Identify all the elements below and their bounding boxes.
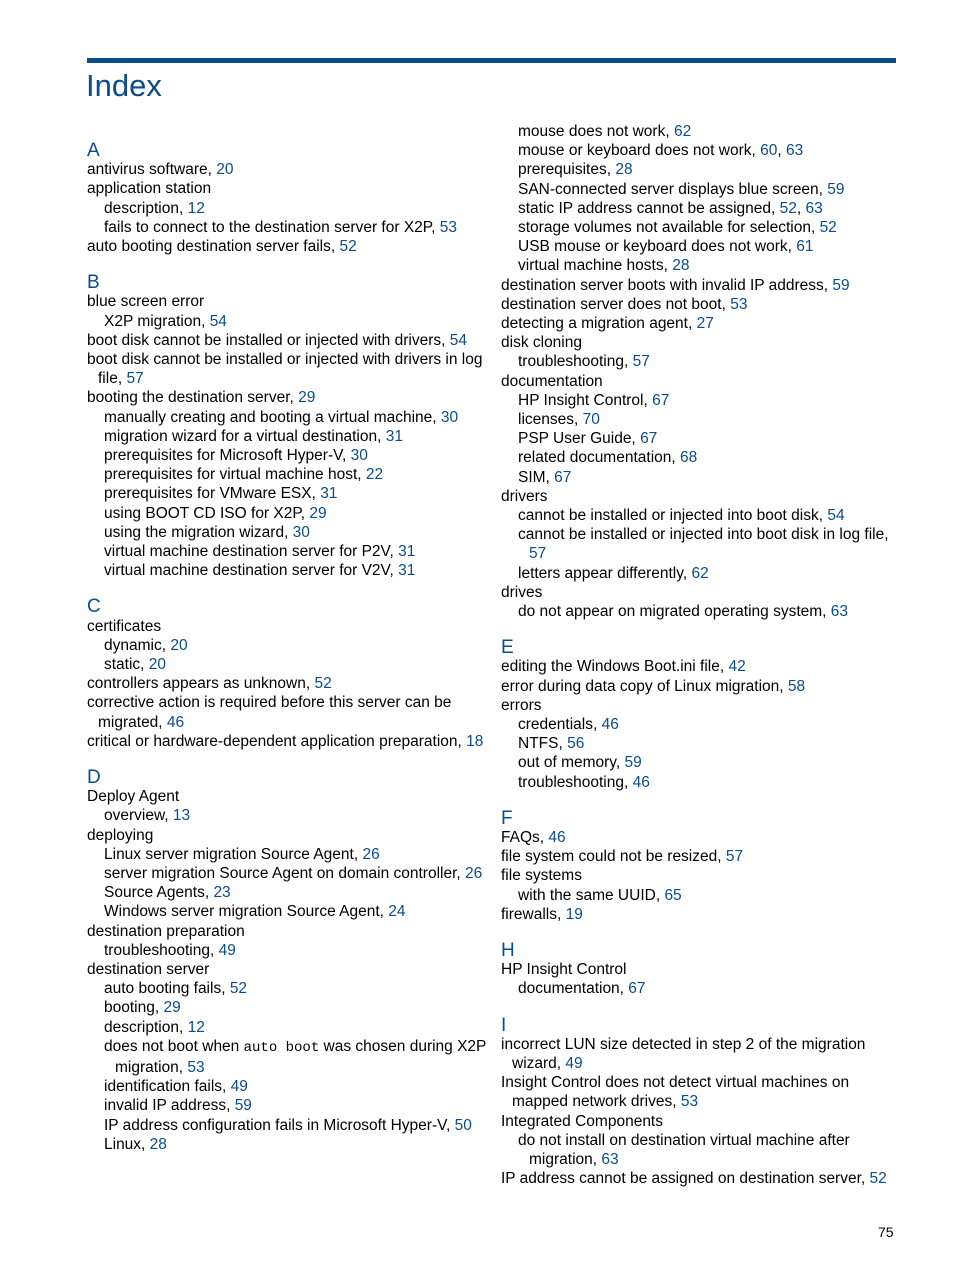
- index-entry: [87, 331, 487, 350]
- index-entry: [501, 276, 901, 295]
- page-link[interactable]: 26: [465, 865, 483, 883]
- page-link[interactable]: 59: [234, 1097, 252, 1115]
- page-link[interactable]: 52: [339, 238, 357, 255]
- index-subentry: [501, 753, 901, 772]
- entry-text: Integrated Components: [501, 1112, 663, 1130]
- page-link[interactable]: 52: [314, 675, 332, 693]
- page-link[interactable]: 63: [805, 199, 823, 217]
- entry-text: cannot be installed or injected into boot disk,: [518, 507, 828, 525]
- page-link[interactable]: 12: [187, 1018, 205, 1036]
- entry-text: virtual machine destination server for V2V,: [104, 562, 399, 580]
- index-entry: [87, 693, 487, 731]
- entry-text: using the migration wizard,: [104, 523, 293, 541]
- entry-text: documentation,: [518, 980, 629, 998]
- entry-text: certificates: [87, 617, 162, 635]
- index-subentry: [87, 504, 487, 523]
- index-subentry: mouse or keyboard does not work, 60, 63: [518, 142, 804, 160]
- index-subentry: [501, 160, 901, 179]
- page-link[interactable]: 67: [652, 391, 670, 409]
- entry-text: blue screen error: [87, 293, 205, 311]
- index-entry: [87, 237, 487, 256]
- index-subentry: [501, 218, 901, 237]
- entry-text: Deploy Agent: [87, 788, 180, 806]
- index-entry: [501, 1073, 901, 1111]
- page-link[interactable]: 29: [309, 504, 327, 522]
- index-subentry: [501, 180, 901, 199]
- entry-text: SIM,: [518, 468, 555, 486]
- index-entry: [501, 1112, 901, 1131]
- entry-text: detecting a migration agent,: [501, 315, 697, 333]
- index-subentry: [87, 446, 487, 465]
- entry-text: invalid IP address,: [104, 1097, 235, 1115]
- entry-text: virtual machine destination server for P2V,: [104, 543, 399, 561]
- index-entry: [501, 487, 901, 506]
- index-letter-heading: I: [501, 1014, 507, 1036]
- index-subentry: [501, 602, 901, 621]
- index-subentry: [501, 448, 901, 467]
- entry-text: prerequisites for virtual machine host,: [104, 466, 366, 484]
- entry-text: Source Agents,: [104, 884, 214, 902]
- index-entry: [87, 960, 487, 979]
- page-link[interactable]: 42: [728, 658, 746, 676]
- index-subentry: [87, 864, 487, 883]
- index-entry: [87, 826, 487, 845]
- index-subentry: [87, 655, 487, 674]
- entry-text: prerequisites for VMware ESX,: [104, 485, 321, 503]
- page-link[interactable]: 31: [320, 485, 338, 503]
- index-subentry: [87, 941, 487, 960]
- entry-text: virtual machine hosts,: [518, 257, 673, 275]
- index-entry: [501, 657, 901, 676]
- index-entry: [501, 372, 901, 391]
- index-letter-heading: F: [501, 807, 513, 829]
- entry-text: error during data copy of Linux migration,: [501, 677, 788, 695]
- entry-text: SAN-connected server displays blue screen,: [518, 180, 828, 198]
- page-link[interactable]: 54: [827, 507, 845, 525]
- index-subentry: [87, 806, 487, 825]
- entry-text: destination server: [87, 961, 210, 979]
- page-link[interactable]: 28: [672, 257, 690, 275]
- entry-text: fails to connect to the destination server for X2P,: [104, 218, 440, 236]
- index-entry: [87, 160, 487, 179]
- entry-text: letters appear differently,: [518, 564, 692, 582]
- entry-text: errors: [501, 696, 542, 714]
- index-subentry: [87, 199, 487, 218]
- entry-text: destination server does not boot,: [501, 295, 731, 313]
- entry-text: Linux,: [104, 1135, 150, 1153]
- entry-text: prerequisites,: [518, 161, 616, 179]
- index-subentry: [87, 484, 487, 503]
- entry-text: drivers: [501, 487, 548, 505]
- entry-text: IP address cannot be assigned on destination server,: [501, 1170, 870, 1188]
- entry-text: X2P migration,: [104, 312, 210, 330]
- index-subentry: [501, 773, 901, 792]
- entry-text: destination preparation: [87, 922, 245, 940]
- page-link[interactable]: 19: [565, 905, 583, 923]
- page-link[interactable]: 30: [440, 408, 459, 426]
- index-subentry: [501, 391, 901, 410]
- index-letter-heading: B: [87, 272, 100, 294]
- index-subentry: [501, 1131, 901, 1169]
- entry-text: dynamic,: [104, 636, 171, 654]
- index-letter-heading: H: [501, 940, 515, 962]
- index-subentry: [87, 1096, 487, 1115]
- entry-text: mouse or keyboard does not work,: [518, 142, 761, 160]
- entry-text: server migration Source Agent on domain controller,: [104, 865, 465, 883]
- page-link[interactable]: 54: [449, 331, 467, 349]
- entry-text: cannot be installed or injected into boot disk in log file,: [518, 526, 889, 544]
- index-subentry: [87, 427, 487, 446]
- page-link[interactable]: 13: [172, 807, 191, 825]
- index-subentry: [87, 1037, 487, 1077]
- index-entry: [87, 179, 487, 198]
- page-link[interactable]: 29: [298, 389, 316, 407]
- page-link[interactable]: 53: [730, 295, 748, 313]
- page-link[interactable]: 56: [567, 735, 585, 753]
- index-entry: [87, 732, 487, 751]
- entry-text: file system could not be resized,: [501, 848, 726, 866]
- entry-text: deploying: [87, 826, 154, 844]
- index-entry: [87, 292, 487, 311]
- page-link[interactable]: 29: [163, 999, 181, 1017]
- index-subentry: [501, 506, 901, 525]
- page-link[interactable]: 61: [796, 238, 814, 256]
- page-link[interactable]: 20: [170, 636, 188, 654]
- entry-text: booting,: [104, 999, 164, 1017]
- index-entry: [87, 787, 487, 806]
- page-link[interactable]: 62: [691, 564, 709, 582]
- entry-text: file systems: [501, 867, 582, 885]
- index-entry: [501, 333, 901, 352]
- index-subentry: [87, 561, 487, 580]
- index-subentry: [87, 523, 487, 542]
- index-entry: [501, 1169, 901, 1188]
- page-link[interactable]: 59: [624, 754, 642, 772]
- index-subentry: [87, 465, 487, 484]
- entry-text: application station: [87, 180, 212, 198]
- entry-text: with the same UUID,: [518, 886, 665, 904]
- entry-text: destination server boots with invalid IP address,: [501, 276, 833, 294]
- page-link[interactable]: 57: [632, 353, 650, 371]
- index-subentry: static IP address cannot be assigned, 52, 63: [518, 199, 823, 217]
- index-subentry: [501, 525, 901, 563]
- page-link[interactable]: 52: [779, 199, 797, 217]
- page-link[interactable]: 57: [725, 848, 744, 866]
- entry-text: credentials,: [518, 716, 602, 734]
- entry-text: troubleshooting,: [518, 353, 633, 371]
- page-link[interactable]: 67: [640, 430, 658, 448]
- index-subentry: [501, 352, 901, 371]
- entry-text: identification fails,: [104, 1078, 231, 1096]
- page-link[interactable]: 63: [785, 142, 804, 160]
- page-link[interactable]: 18: [466, 732, 484, 750]
- entry-text: troubleshooting,: [518, 773, 633, 791]
- entry-text: licenses,: [518, 411, 583, 429]
- index-subentry: [87, 542, 487, 561]
- index-subentry: [87, 845, 487, 864]
- index-subentry: [87, 902, 487, 921]
- page-link[interactable]: 60: [760, 142, 778, 160]
- index-letter-heading: C: [87, 596, 101, 618]
- entry-text: auto booting fails,: [104, 980, 230, 998]
- index-subentry: [87, 998, 487, 1017]
- page-link[interactable]: 59: [832, 276, 850, 294]
- entry-text: manually creating and booting a virtual machine,: [104, 408, 441, 426]
- index-subentry: [501, 122, 901, 141]
- page-link[interactable]: 54: [209, 312, 227, 330]
- entry-text: disk cloning: [501, 334, 582, 352]
- index-entry: [501, 677, 901, 696]
- entry-text: do not appear on migrated operating system,: [518, 603, 831, 621]
- page-link[interactable]: 53: [680, 1093, 699, 1111]
- entry-text: drives: [501, 583, 543, 601]
- index-entry: [501, 828, 901, 847]
- page-link[interactable]: 20: [148, 656, 167, 674]
- page-link[interactable]: 70: [582, 411, 600, 429]
- index-entry: [87, 388, 487, 407]
- entry-text: NTFS,: [518, 735, 568, 753]
- index-subentry: [501, 734, 901, 753]
- entry-text-after: was chosen during X2P migration,: [115, 1037, 487, 1077]
- entry-text: overview,: [104, 807, 173, 825]
- index-subentry: [501, 886, 901, 905]
- entry-text: storage volumes not available for selection,: [518, 219, 820, 237]
- entry-text: documentation: [501, 372, 603, 390]
- page-title: Index: [86, 68, 162, 103]
- page-link[interactable]: 59: [827, 180, 845, 198]
- page-link[interactable]: 57: [126, 370, 144, 388]
- index-subentry: [501, 715, 901, 734]
- index-entry: [501, 314, 901, 333]
- page-link[interactable]: 63: [601, 1151, 619, 1169]
- index-subentry: [87, 1116, 487, 1135]
- index-subentry: [501, 256, 901, 275]
- index-entry: [501, 960, 901, 979]
- entry-code: auto boot: [243, 1039, 320, 1056]
- page-link[interactable]: 22: [365, 466, 384, 484]
- index-entry: [87, 922, 487, 941]
- page-link[interactable]: 20: [216, 161, 234, 179]
- index-subentry: [501, 468, 901, 487]
- index-subentry: [501, 564, 901, 583]
- page-link[interactable]: 46: [601, 716, 619, 734]
- entry-text: Linux server migration Source Agent,: [104, 845, 363, 863]
- page-link[interactable]: 27: [696, 315, 714, 333]
- entry-text: auto booting destination server fails,: [87, 238, 340, 255]
- page-link[interactable]: 67: [628, 980, 646, 998]
- entry-text: boot disk cannot be installed or injected with drivers in log file,: [87, 351, 483, 388]
- entry-text: do not install on destination virtual machine after migration,: [518, 1131, 850, 1169]
- page-link[interactable]: 68: [680, 449, 698, 467]
- page-link[interactable]: 58: [787, 677, 806, 695]
- index-column-left: [87, 122, 487, 1154]
- page-number: 75: [878, 1224, 894, 1240]
- index-letter-heading: E: [501, 637, 514, 659]
- index-subentry: [87, 312, 487, 331]
- page-link[interactable]: 49: [218, 941, 236, 959]
- page-link[interactable]: 31: [385, 427, 403, 445]
- page-link[interactable]: 28: [149, 1135, 167, 1153]
- index-subentry: [87, 218, 487, 237]
- entry-text: critical or hardware-dependent application preparation,: [87, 732, 467, 750]
- entry-text: Insight Control does not detect virtual machines on mapped network drives,: [501, 1074, 850, 1111]
- index-entry: [501, 847, 901, 866]
- index-subentry: [87, 1135, 487, 1154]
- entry-text: controllers appears as unknown,: [87, 675, 315, 693]
- page-link[interactable]: 50: [454, 1116, 472, 1134]
- entry-text: antivirus software,: [87, 161, 217, 179]
- page-link[interactable]: 46: [548, 829, 566, 847]
- entry-text: troubleshooting,: [104, 941, 219, 959]
- entry-text: static,: [104, 656, 149, 674]
- index-entry: [87, 617, 487, 636]
- page-link[interactable]: 12: [187, 199, 205, 217]
- index-entry: [501, 583, 901, 602]
- entry-text: incorrect LUN size detected in step 2 of the migration wizard,: [501, 1035, 866, 1073]
- page-link[interactable]: 30: [292, 523, 310, 541]
- index-subentry: [87, 1077, 487, 1096]
- index-subentry: [87, 883, 487, 902]
- entry-text: HP Insight Control,: [518, 391, 653, 409]
- page-link[interactable]: 53: [439, 218, 457, 236]
- index-subentry: [87, 979, 487, 998]
- page-link[interactable]: 65: [664, 886, 682, 904]
- page-link[interactable]: 30: [350, 447, 368, 465]
- page-link[interactable]: 23: [213, 884, 231, 902]
- page-link[interactable]: 49: [230, 1078, 248, 1096]
- index-column-right: [501, 122, 901, 1189]
- page-link[interactable]: 57: [529, 545, 547, 563]
- page-link[interactable]: 52: [869, 1170, 887, 1188]
- index-entry: [501, 866, 901, 885]
- page-link[interactable]: 63: [830, 603, 849, 621]
- page-link[interactable]: 24: [388, 903, 406, 921]
- entry-text: does not boot when: [104, 1037, 244, 1055]
- index-letter-heading: D: [87, 767, 101, 789]
- entry-text: boot disk cannot be installed or injected with drivers,: [87, 331, 450, 349]
- page-link[interactable]: 52: [819, 219, 837, 237]
- page-link[interactable]: 31: [398, 543, 416, 561]
- entry-text: Windows server migration Source Agent,: [104, 903, 389, 921]
- index-letter-heading: A: [87, 140, 100, 161]
- entry-text: prerequisites for Microsoft Hyper-V,: [104, 447, 351, 465]
- entry-text: description,: [104, 199, 188, 217]
- entry-text: corrective action is required before this server can be migrated,: [87, 694, 452, 731]
- page-link[interactable]: 67: [554, 468, 572, 486]
- header-rule: [87, 58, 896, 63]
- entry-text: related documentation,: [518, 449, 680, 467]
- index-subentry: [501, 410, 901, 429]
- index-subentry: [501, 237, 901, 256]
- index-subentry: [87, 636, 487, 655]
- entry-text: using BOOT CD ISO for X2P,: [104, 504, 310, 522]
- page-link[interactable]: 53: [187, 1059, 205, 1077]
- entry-text: FAQs,: [501, 829, 549, 847]
- index-entry: [501, 1035, 901, 1073]
- index-entry: [501, 696, 901, 715]
- entry-text: editing the Windows Boot.ini file,: [501, 658, 729, 676]
- entry-text: IP address configuration fails in Microsoft Hyper-V,: [104, 1116, 455, 1134]
- entry-text: booting the destination server,: [87, 389, 299, 407]
- index-subentry: [501, 979, 901, 998]
- entry-text: mouse does not work,: [518, 123, 674, 140]
- page-link[interactable]: 52: [229, 980, 248, 998]
- index-entry: [501, 295, 901, 314]
- entry-text: out of memory,: [518, 754, 625, 772]
- page-link[interactable]: 26: [362, 845, 380, 863]
- entry-text: HP Insight Control: [501, 961, 627, 979]
- entry-text: USB mouse or keyboard does not work,: [518, 238, 797, 256]
- page-link[interactable]: 31: [398, 562, 416, 580]
- index-subentry: [501, 429, 901, 448]
- index-subentry: [87, 1018, 487, 1037]
- entry-text: static IP address cannot be assigned,: [518, 199, 780, 217]
- page-link[interactable]: 62: [673, 123, 692, 140]
- index-entry: [87, 350, 487, 388]
- index-subentry: [87, 408, 487, 427]
- page-link[interactable]: 46: [632, 773, 650, 791]
- entry-text: migration wizard for a virtual destination,: [104, 427, 386, 445]
- index-entry: [87, 674, 487, 693]
- page-link[interactable]: 49: [565, 1055, 583, 1073]
- entry-text: description,: [104, 1018, 188, 1036]
- entry-text: firewalls,: [501, 905, 566, 923]
- page-link[interactable]: 28: [615, 161, 633, 179]
- entry-text: PSP User Guide,: [518, 430, 641, 448]
- page-link[interactable]: 46: [166, 713, 185, 731]
- index-entry: [501, 905, 901, 924]
